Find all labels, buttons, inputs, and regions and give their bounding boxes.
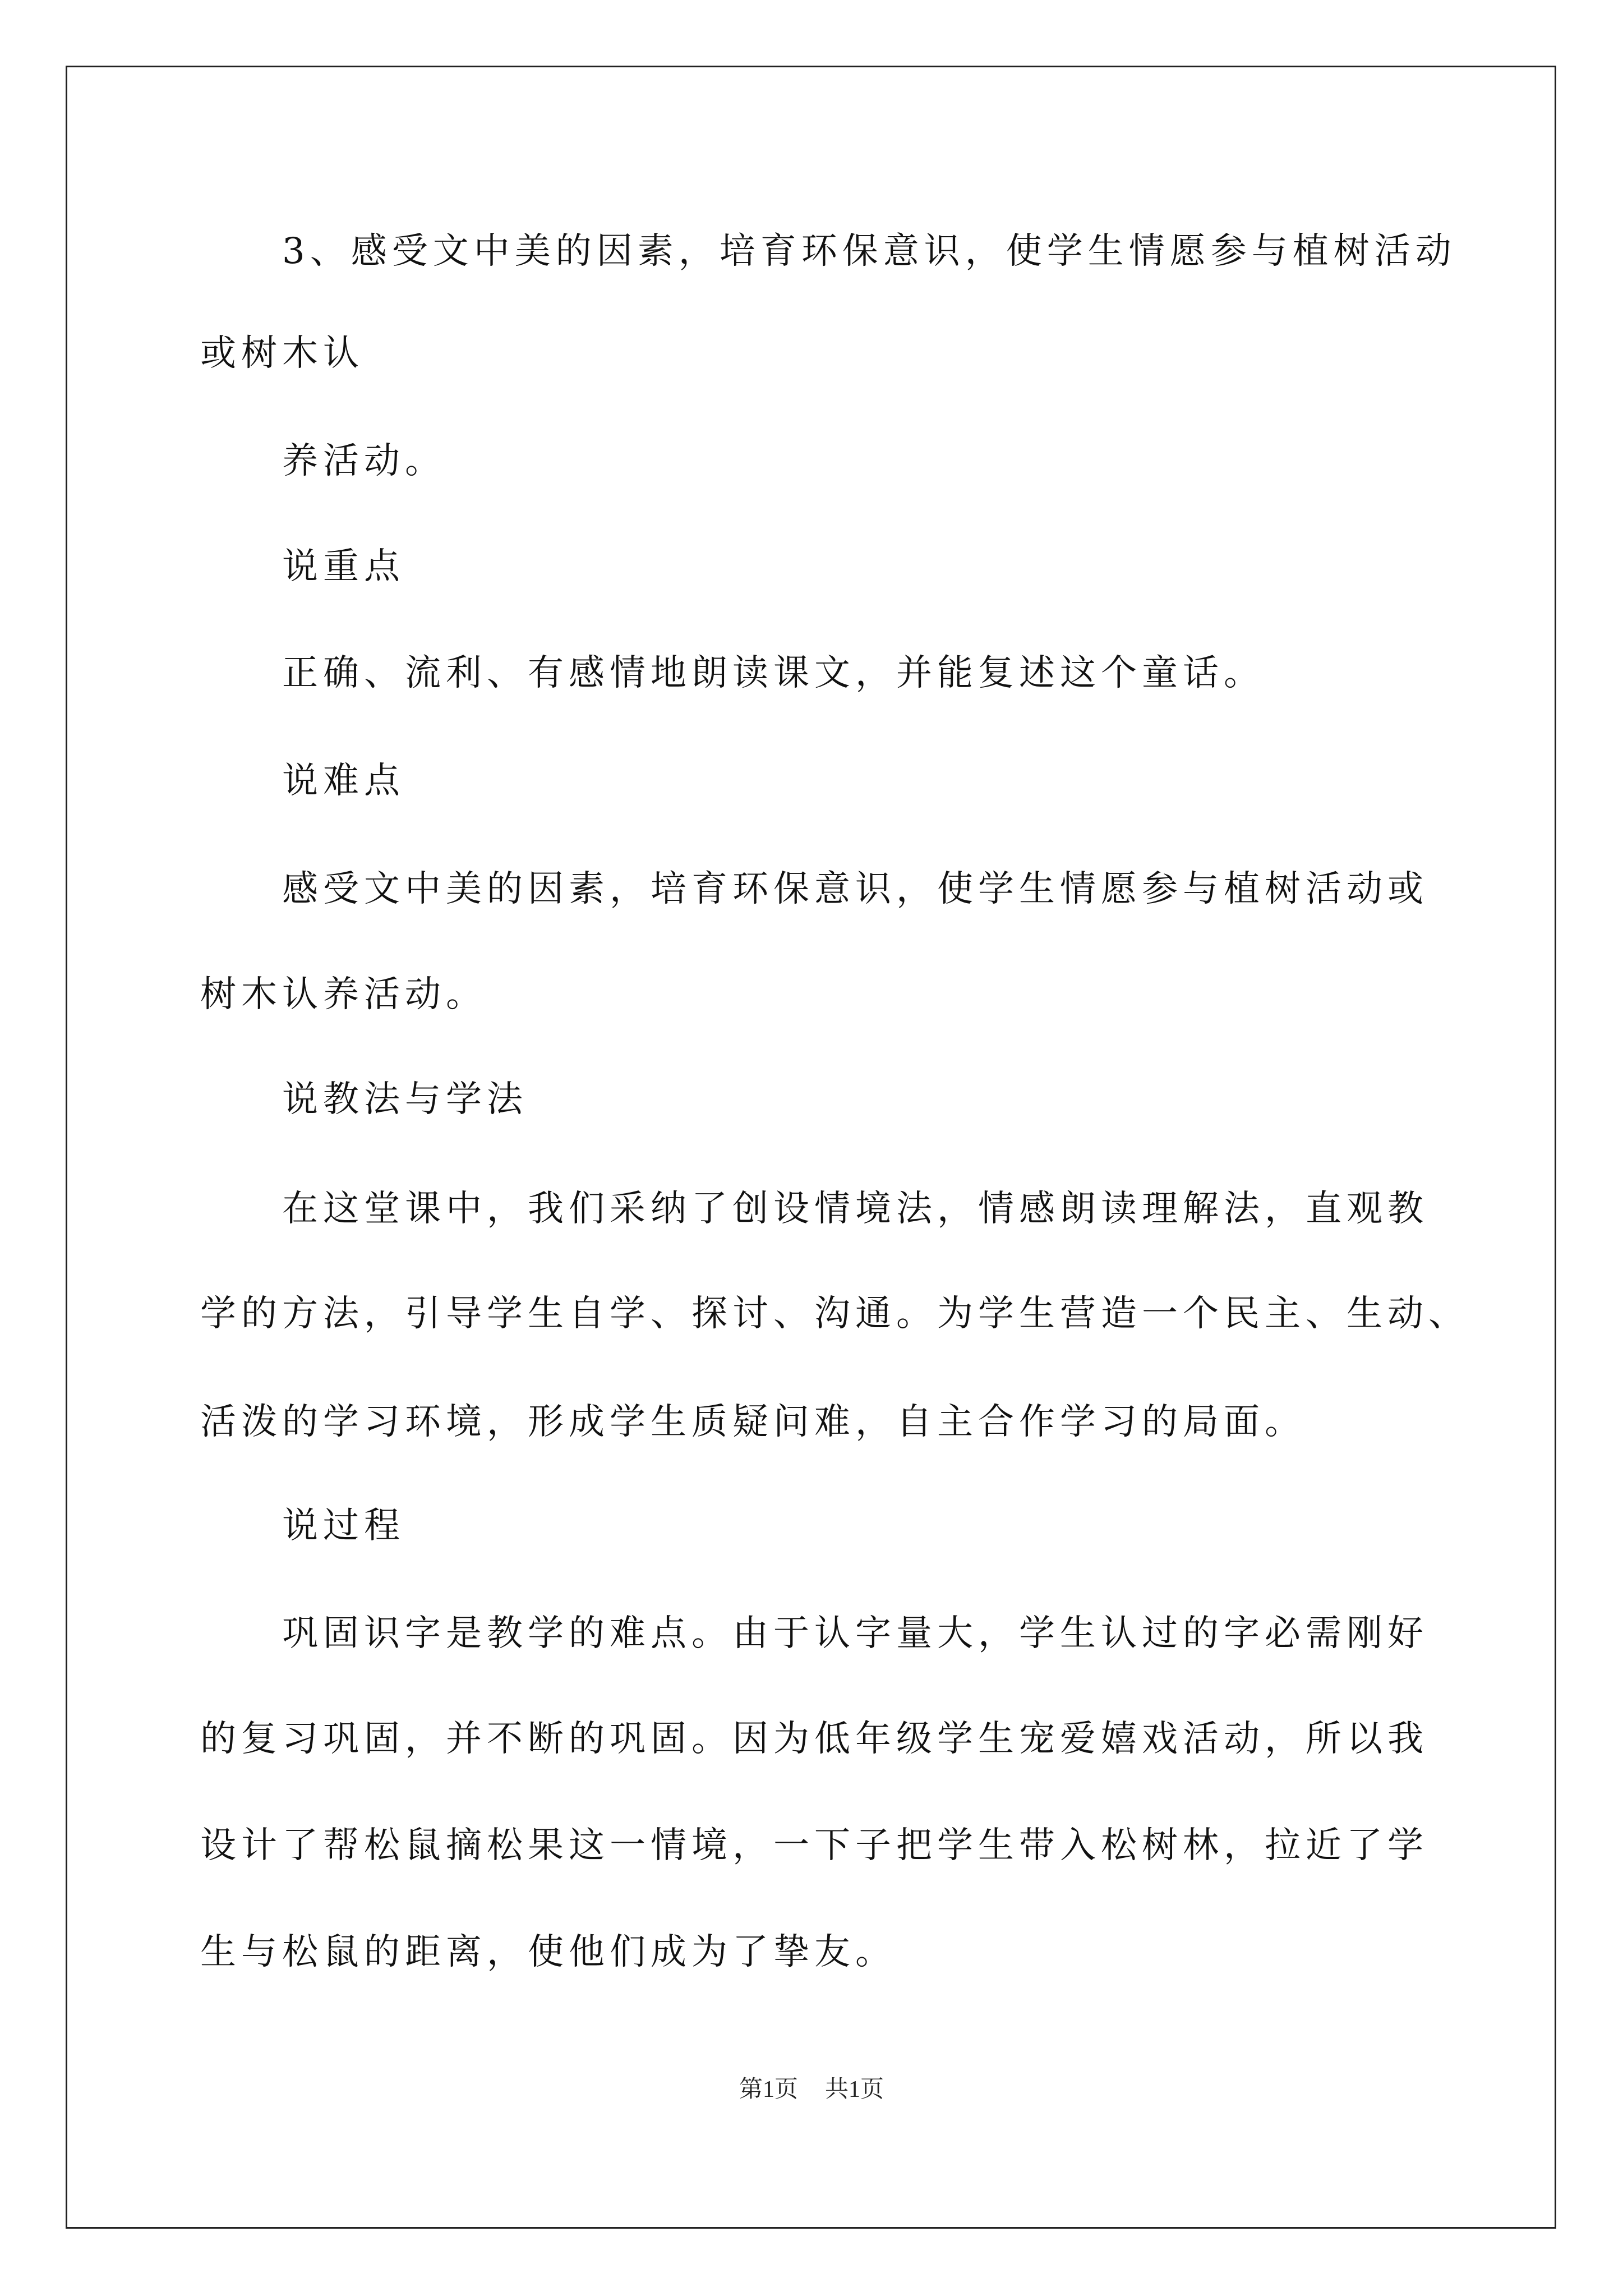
page-total: 共1页 bbox=[825, 2077, 884, 2102]
section-heading: 说重点 bbox=[282, 546, 405, 587]
paragraph-line: 或树木认 bbox=[200, 333, 364, 374]
section-heading: 说过程 bbox=[282, 1505, 405, 1547]
paragraph-line: 养活动。 bbox=[282, 440, 446, 482]
page-number: 第1页 bbox=[739, 2077, 798, 2102]
paragraph-line: 3、感受文中美的因素，培育环保意识，使学生情愿参与植树活动 bbox=[282, 231, 1456, 272]
paragraph-line: 巩固识字是教学的难点。由于认字量大，学生认过的字必需刚好 bbox=[282, 1613, 1428, 1654]
paragraph-line: 在这堂课中，我们采纳了创设情境法，情感朗读理解法，直观教 bbox=[282, 1188, 1428, 1230]
paragraph-line: 的复习巩固，并不断的巩固。因为低年级学生宠爱嬉戏活动，所以我 bbox=[200, 1718, 1428, 1760]
paragraph-line: 生与松鼠的距离，使他们成为了挚友。 bbox=[200, 1931, 896, 1973]
paragraph-line: 正确、流利、有感情地朗读课文，并能复述这个童话。 bbox=[282, 652, 1265, 694]
paragraph-line: 活泼的学习环境，形成学生质疑问难，自主合作学习的局面。 bbox=[200, 1401, 1306, 1443]
section-heading: 说教法与学法 bbox=[282, 1079, 528, 1120]
paragraph-line: 学的方法，引导学生自学、探讨、沟通。为学生营造一个民主、生动、 bbox=[200, 1293, 1469, 1335]
page-border bbox=[66, 66, 1556, 2229]
paragraph-line: 感受文中美的因素，培育环保意识，使学生情愿参与植树活动或 bbox=[282, 868, 1428, 910]
section-heading: 说难点 bbox=[282, 760, 405, 802]
page-footer bbox=[0, 2076, 1623, 2104]
paragraph-line: 树木认养活动。 bbox=[200, 974, 487, 1015]
paragraph-line: 设计了帮松鼠摘松果这一情境，一下子把学生带入松树林，拉近了学 bbox=[200, 1825, 1428, 1866]
